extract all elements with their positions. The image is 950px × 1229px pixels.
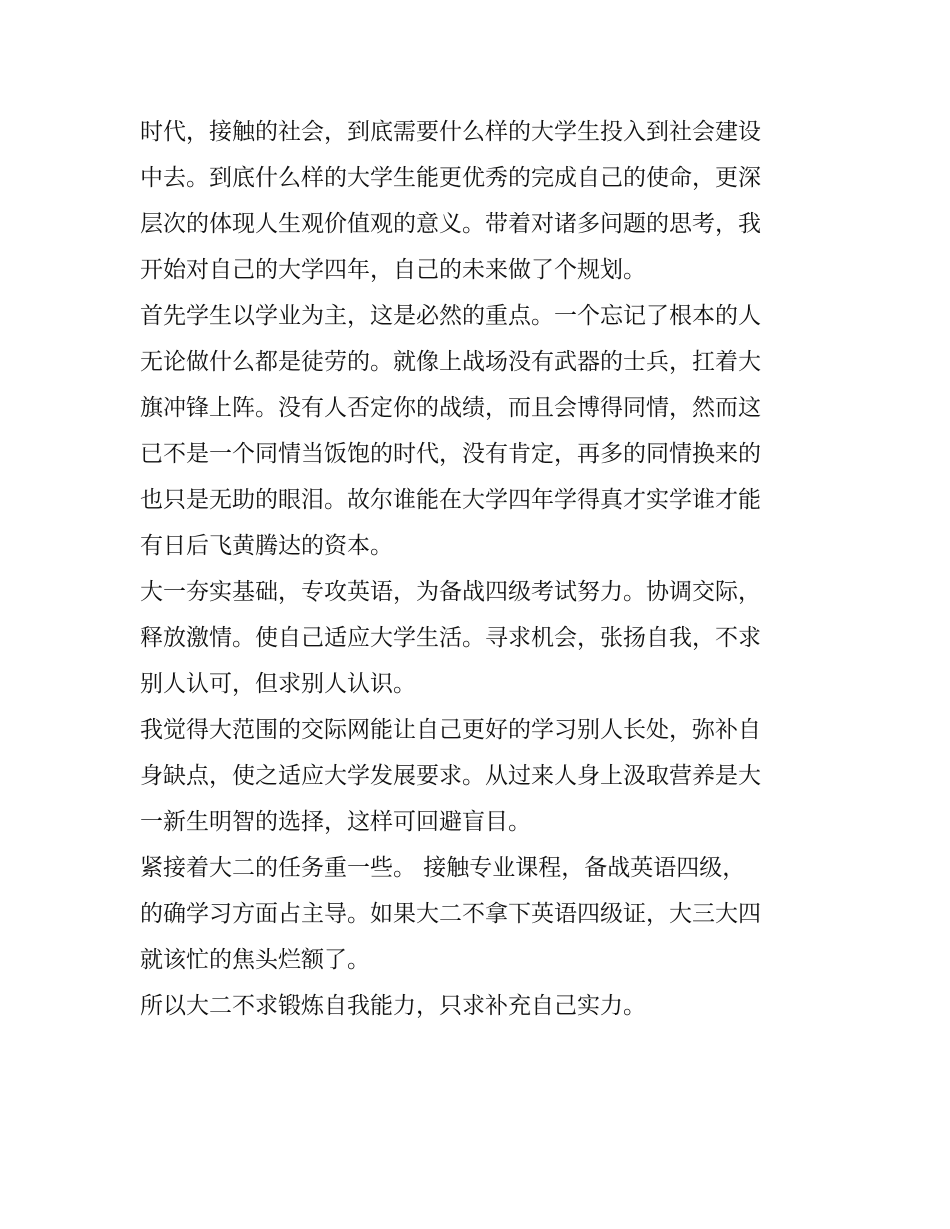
text-line: 有日后飞黄腾达的资本。 [140, 533, 393, 559]
text-line: 别人认可，但求别人认识。 [140, 671, 416, 697]
text-line: 紧接着大二的任务重一些。 接触专业课程，备战英语四级， [140, 855, 746, 881]
text-line: 所以大二不求锻炼自我能力，只求补充自己实力。 [140, 993, 646, 1019]
text-line: 旗冲锋上阵。没有人否定你的战绩，而且会博得同情，然而这 [140, 395, 761, 421]
text-line: 就该忙的焦头烂额了。 [140, 947, 370, 973]
text-line: 的确学习方面占主导。如果大二不拿下英语四级证，大三大四 [140, 901, 761, 927]
text-line: 无论做什么都是徒劳的。就像上战场没有武器的士兵，扛着大 [140, 349, 761, 375]
text-line: 已不是一个同情当饭饱的时代，没有肯定，再多的同情换来的 [140, 441, 761, 467]
text-line: 大一夯实基础，专攻英语，为备战四级考试努力。协调交际， [140, 579, 761, 605]
text-line: 一新生明智的选择，这样可回避盲目。 [140, 809, 531, 835]
text-line: 释放激情。使自己适应大学生活。寻求机会，张扬自我，不求 [140, 625, 761, 651]
text-line: 时代，接触的社会，到底需要什么样的大学生投入到社会建设 [140, 119, 761, 145]
text-line: 也只是无助的眼泪。故尔谁能在大学四年学得真才实学谁才能 [140, 487, 761, 513]
text-line: 中去。到底什么样的大学生能更优秀的完成自己的使命，更深 [140, 165, 761, 191]
text-line: 我觉得大范围的交际网能让自己更好的学习别人长处，弥补自 [140, 717, 761, 743]
body-text [140, 109, 820, 1029]
text-line: 开始对自己的大学四年，自己的未来做了个规划。 [140, 257, 646, 283]
text-line: 层次的体现人生观价值观的意义。带着对诸多问题的思考，我 [140, 211, 761, 237]
text-line: 首先学生以学业为主，这是必然的重点。一个忘记了根本的人 [140, 303, 761, 329]
text-line: 身缺点，使之适应大学发展要求。从过来人身上汲取营养是大 [140, 763, 761, 789]
